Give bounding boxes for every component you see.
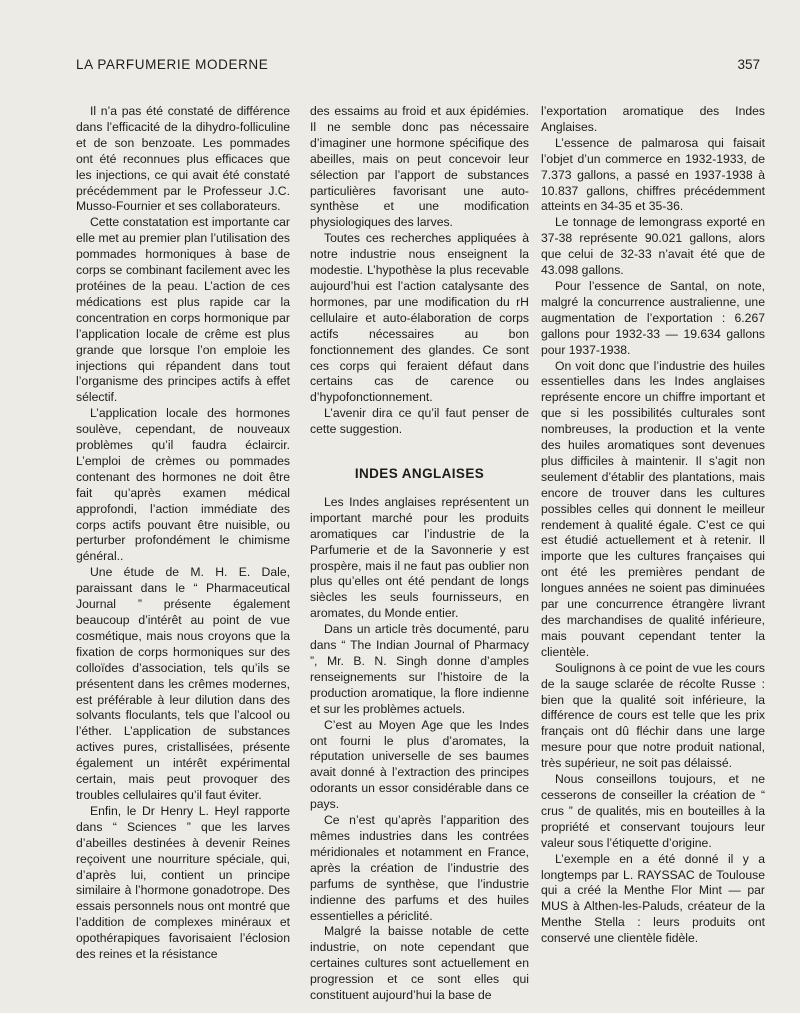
paragraph: On voit donc que l’industrie des huiles essentielles dans les Indes anglaises représente encore un chiffre important et que si les possibilités culturales sont nombreuses, la production et la vente des huiles aromatiques sont devenues plus difficiles à maintenir. Il s’agit non seulement d’établir des plantations, mais encore de trouver dans les cultures possibles celles qui donnent le meilleur rendement à qualité égale. C’est ce qui est étudié actuellement et à retenir. Il importe que les cultures françaises qui ont été les premières pendant de longues années ne soient pas diminuées par une concurrence étrangère livrant des marchandises de qualité inférieure, mais pouvant cependant tenter la clientèle. — [541, 358, 765, 659]
paragraph: Les Indes anglaises représentent un important marché pour les produits aromatiques car l’industrie de la Parfumerie et de la Savonnerie y est prospère, mais il ne faut pas oublier non plus qu’elles ont été pendant de longs siècles les seuls fournisseurs, en aromates, du Monde entier. — [310, 494, 529, 621]
running-head: LA PARFUMERIE MODERNE — [76, 57, 269, 72]
paragraph: Toutes ces recherches appliquées à notre industrie nous enseignent la modestie. L’hypothèse la plus recevable aujourd’hui est l’action catalysante des hormones, par une modification du rH cellulaire et auto-élaboration de corps actifs nécessaires au bon fonctionnement des glandes. Ce sont ces corps qui feraient défaut dans certains cas de carence ou d’hypofonctionnement. — [310, 231, 529, 405]
paragraph: Cette constatation est importante car elle met au premier plan l’utilisation des pommades hormoniques à base de corps se combinant facilement avec les protéines de la peau. L’action de ces médications est plus rapide car la concentration en corps hormonique par l’application locale de crême est plus grande que lorsque l’on emploie les injections qui répandent dans tout l’organisme des principes actifs à effet sélectif. — [76, 215, 290, 405]
paragraph: Soulignons à ce point de vue les cours de la sauge sclarée de récolte Russe : bien que la qualité soit inférieure, la différence de cours est telle que les prix français ont dû fléchir dans une large mesure pour que notre produit national, très supérieur, ne soit pas délaissé. — [541, 660, 765, 771]
paragraph: Dans un article très documenté, paru dans “ The Indian Journal of Pharmacy ”, Mr. B. N. Singh donne d’amples renseignements sur l’histoire de la production aromatique, la flore indienne et sur les problèmes actuels. — [310, 622, 529, 716]
paragraph: l’exportation aromatique des Indes Anglaises. — [541, 104, 765, 134]
paragraph: Ce n’est qu’après l’apparition des mêmes industries dans les contrées méridionales et notamment en France, après la création de l’industrie des parfums de synthèse, que l’industrie indienne des parfums et des huiles essentielles a périclité. — [310, 813, 529, 923]
paragraph: L’essence de palmarosa qui faisait l’objet d’un commerce en 1932-1933, de 7.373 gallons, a passé en 1937-1938 à 10.837 gallons, chiffres précédemment atteints en 34-35 et 35-36. — [541, 135, 765, 214]
page-header — [76, 57, 760, 77]
paragraph: L’exemple en a été donné il y a longtemps par L. RAYSSAC de Toulouse qui a créé la Menthe Flor Mint — par MUS à Althen-les-Paluds, créateur de la Menthe Stella : leurs produits ont conservé une clientèle fidèle. — [541, 851, 765, 946]
paragraph: C’est au Moyen Age que les Indes ont fourni le plus d’aromates, la réputation universelle de ses baumes avait donné à l’extraction des principes odorants un essor considérable dans ce pays. — [310, 717, 529, 812]
page-number: 357 — [737, 57, 760, 72]
paragraph: Le tonnage de lemongrass exporté en 37-38 représente 90.021 gallons, alors que celui de 32-33 n’avait été que de 43.098 gallons. — [541, 215, 765, 278]
paragraph: Il n’a pas été constaté de différence dans l’efficacité de la dihydro-folliculine et de son benzoate. Les pommades ont été reconnues plus efficaces que les injections, ce qui avait été constaté précédemment par le Professeur J.C. Musso-Fournier et ses collaborateurs. — [76, 104, 290, 214]
paragraph: Malgré la baisse notable de cette industrie, on note cependant que certaines cultures sont actuellement en progression et ce sont elles qui constituent aujourd’hui la base de — [310, 924, 529, 1003]
text-column-2 — [310, 104, 529, 1004]
paragraph: Une étude de M. H. E. Dale, paraissant dans le “ Pharmaceutical Journal ” présente également beaucoup d’intérêt au point de vue cosmétique, mais nous croyons que la fixation de corps hormoniques sur des colloïdes d’association, tels qu’ils se présentent dans les crêmes modernes, est préférable à leur dilution dans des solvants floculants, tels que l’alcool ou l’éther. L’application de substances actives pures, cristallisées, présente également un intérêt expérimental certain, mais peut provoquer des troubles cellulaires qu’il faut éviter. — [76, 565, 290, 802]
text-column-1 — [76, 104, 290, 963]
section-heading: INDES ANGLAISES — [354, 466, 485, 482]
paragraph: des essaims au froid et aux épidémies. Il ne semble donc pas nécessaire d’imaginer une hormone spécifique des abeilles, mais on peut concevoir leur sélection par l’apport de substances particulières favorisant une auto-synthèse et une modification physiologiques des larves. — [310, 104, 529, 230]
paragraph: Enfin, le Dr Henry L. Heyl rapporte dans “ Sciences ” que les larves d’abeilles destinées à devenir Reines reçoivent une nourriture spéciale, qui, d’après lui, contient un principe similaire à l’hormone gonadotrope. Des essais personnels nous ont montré que l’addition de complexes minéraux et opothérapiques favorisaient l’éclosion des reines et la résistance — [76, 803, 290, 962]
paragraph: L’application locale des hormones soulève, cependant, de nouveaux problèmes qu’il faudra éclaircir. L’emploi de crèmes ou pommades contenant des hormones ne doit être fait qu’après examen médical approfondi, l’action immédiate des corps actifs pouvant être nuisible, ou perturber profondément le chimisme général.. — [76, 406, 290, 564]
paragraph: L’avenir dira ce qu’il faut penser de cette suggestion. — [310, 406, 529, 437]
paragraph: Pour l’essence de Santal, on note, malgré la concurrence australienne, une augmentation de l’exportation : 6.267 gallons pour 1932-33 — 19.634 gallons pour 1937-1938. — [541, 278, 765, 357]
paragraph: Nous conseillons toujours, et ne cesserons de conseiller la création de “ crus ” de qualités, mis en bouteilles à la propriété et conservant toujours leur valeur sous l’étiquette d’origine. — [541, 772, 765, 850]
text-column-3 — [541, 104, 765, 947]
